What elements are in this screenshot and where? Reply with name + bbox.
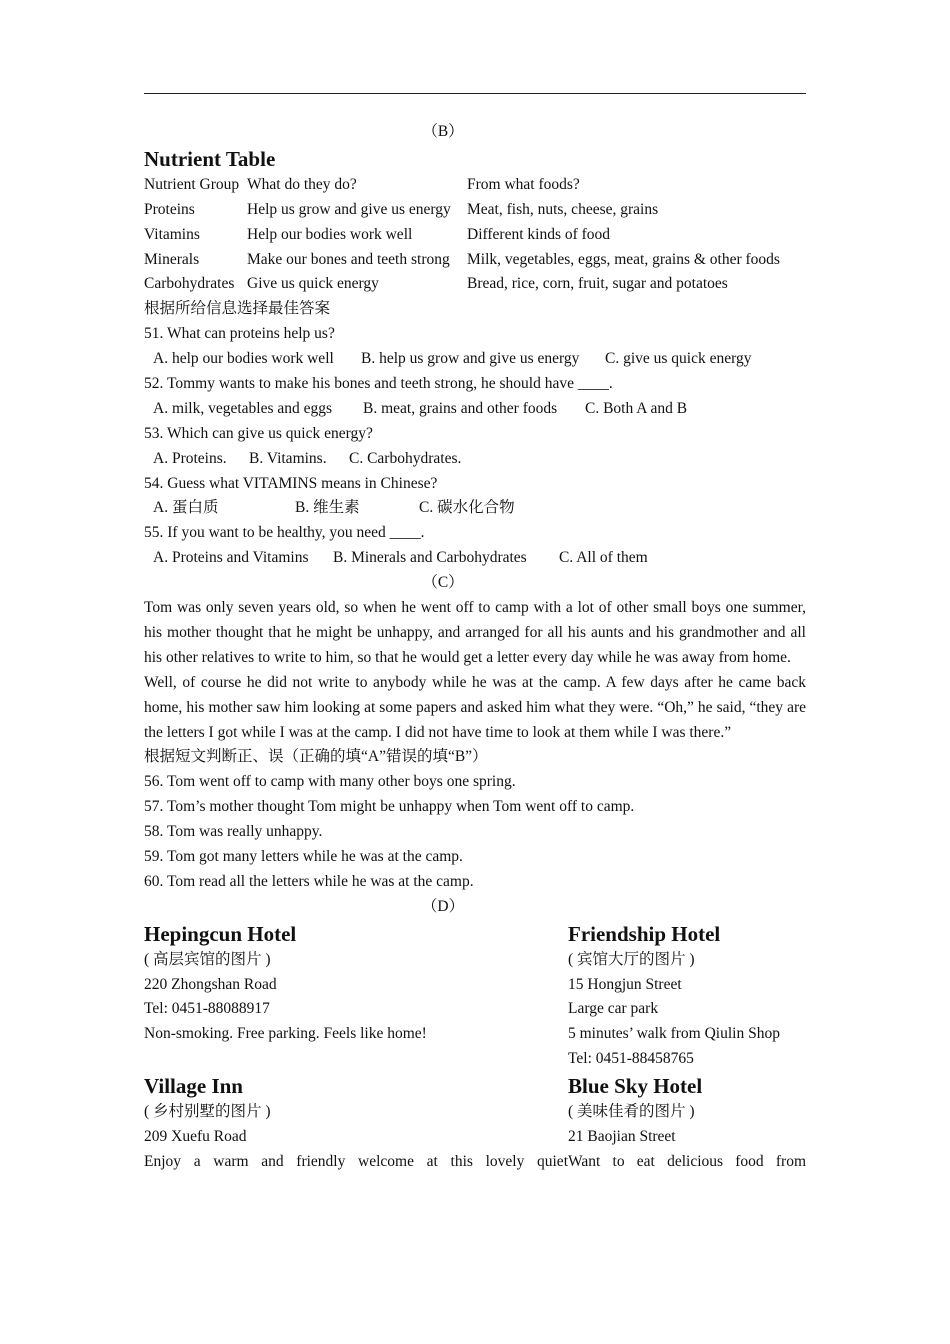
table-cell: Carbohydrates [144, 275, 235, 293]
hotel-image-placeholder: ( 高层宾馆的图片 ) [144, 950, 271, 968]
option-a: A. milk, vegetables and eggs [153, 399, 333, 417]
table-row [144, 223, 806, 248]
question-51-options [144, 347, 806, 372]
nutrient-table-title: Nutrient Table [144, 146, 276, 171]
nutrient-table [144, 173, 806, 297]
table-cell: Minerals [144, 250, 200, 268]
hotel-ad-village-inn [144, 1072, 568, 1175]
question-54: 54. Guess what VITAMINS means in Chinese? [144, 474, 438, 492]
passage-paragraph: Well, of course he did not write to anybody while he was at the camp. A few days after he came back home, his mother saw him looking at some papers and asked him what they were. “Oh,” he said, “they are the letters I got while I was at the camp. I did not have time to look at them while I was there.” [144, 673, 806, 741]
table-cell: Proteins [144, 200, 195, 218]
hotel-ad-hepingcun [144, 920, 568, 1072]
option-a: A. 蛋白质 [153, 499, 219, 517]
hotel-name: Village Inn [144, 1074, 243, 1099]
table-cell: Make our bones and teeth strong [247, 250, 450, 268]
hotel-ads-row-2 [144, 1072, 806, 1175]
table-cell: Vitamins [144, 225, 200, 243]
option-c: C. 碳水化合物 [419, 499, 515, 517]
header-rule [144, 93, 806, 94]
hotel-image-placeholder: ( 乡村别墅的图片 ) [144, 1103, 271, 1121]
table-cell: Help our bodies work well [247, 225, 413, 243]
question-53: 53. Which can give us quick energy? [144, 424, 373, 442]
hotel-address: 15 Hongjun Street [568, 975, 682, 993]
table-cell: Give us quick energy [247, 275, 379, 293]
question-53-options [144, 447, 806, 472]
hotel-name: Friendship Hotel [568, 921, 721, 946]
table-cell: Help us grow and give us energy [247, 200, 451, 218]
option-b: B. meat, grains and other foods [363, 399, 558, 417]
hotel-description: Non-smoking. Free parking. Feels like home! [144, 1025, 427, 1043]
hotel-phone: Tel: 0451-88458765 [568, 1050, 694, 1068]
option-b: B. Minerals and Carbohydrates [333, 549, 527, 567]
question-54-options [144, 496, 806, 521]
statement-60: 60. Tom read all the letters while he was at the camp. [144, 872, 474, 890]
section-c-marker: （C） [422, 574, 464, 592]
option-a: A. help our bodies work well [153, 350, 334, 368]
option-b: B. Vitamins. [249, 449, 327, 467]
section-c-instruction: 根据短文判断正、误（正确的填“A”错误的填“B”） [144, 748, 488, 766]
hotel-feature: Large car park [568, 1000, 659, 1018]
question-52-options [144, 397, 806, 422]
table-header-cell: What do they do? [247, 175, 357, 193]
section-b-marker: （B） [422, 123, 464, 140]
hotel-description: Enjoy a warm and friendly welcome at this lovely quiet [144, 1152, 568, 1170]
hotel-address: 21 Baojian Street [568, 1128, 676, 1146]
hotel-ad-friendship [568, 920, 806, 1072]
table-row [144, 272, 806, 297]
passage-paragraph: Tom was only seven years old, so when he went off to camp with a lot of other small boys one summer, his mother thought that he might be unhappy, and arranged for all his aunts and his grandmother and all his other relatives to write to him, so that he would get a letter every day while he was away from home. [144, 599, 806, 666]
hotel-address: 209 Xuefu Road [144, 1128, 247, 1146]
option-a: A. Proteins and Vitamins [153, 549, 309, 567]
question-51: 51. What can proteins help us? [144, 325, 335, 343]
statement-56: 56. Tom went off to camp with many other boys one spring. [144, 773, 516, 791]
table-row [144, 248, 806, 273]
option-c: C. All of them [559, 549, 648, 567]
option-a: A. Proteins. [153, 449, 227, 467]
table-cell: Milk, vegetables, eggs, meat, grains & other foods [467, 250, 780, 268]
option-b: B. 维生素 [295, 499, 360, 517]
statement-59: 59. Tom got many letters while he was at the camp. [144, 848, 463, 866]
option-b: B. help us grow and give us energy [361, 350, 580, 368]
hotel-name: Hepingcun Hotel [144, 921, 297, 946]
table-cell: Bread, rice, corn, fruit, sugar and potatoes [467, 275, 728, 293]
table-cell: Different kinds of food [467, 225, 611, 243]
question-52: 52. Tommy wants to make his bones and teeth strong, he should have ____. [144, 375, 613, 393]
table-header-cell: From what foods? [467, 175, 580, 193]
option-c: C. Both A and B [585, 399, 688, 417]
question-55: 55. If you want to be healthy, you need ____. [144, 524, 425, 542]
document-page [144, 120, 806, 1175]
hotel-name: Blue Sky Hotel [568, 1074, 703, 1099]
hotel-phone: Tel: 0451-88088917 [144, 1000, 270, 1018]
section-b-instruction: 根据所给信息选择最佳答案 [144, 300, 331, 318]
table-header-row [144, 173, 806, 198]
hotel-address: 220 Zhongshan Road [144, 975, 277, 993]
table-cell: Meat, fish, nuts, cheese, grains [467, 200, 659, 218]
statement-57: 57. Tom’s mother thought Tom might be unhappy when Tom went off to camp. [144, 798, 635, 816]
table-row [144, 198, 806, 223]
hotel-ad-blue-sky [568, 1072, 806, 1175]
statement-58: 58. Tom was really unhappy. [144, 823, 323, 841]
section-d-marker: （D） [421, 897, 465, 915]
option-c: C. give us quick energy [605, 350, 752, 368]
hotel-ads-row-1 [144, 920, 806, 1072]
table-header-cell: Nutrient Group [144, 175, 240, 193]
hotel-image-placeholder: ( 宾馆大厅的图片 ) [568, 950, 695, 968]
hotel-image-placeholder: ( 美味佳肴的图片 ) [568, 1103, 695, 1121]
hotel-description: Want to eat delicious food from [568, 1152, 806, 1170]
option-c: C. Carbohydrates. [349, 449, 462, 467]
question-55-options [144, 546, 806, 571]
hotel-feature: 5 minutes’ walk from Qiulin Shop [568, 1025, 780, 1043]
